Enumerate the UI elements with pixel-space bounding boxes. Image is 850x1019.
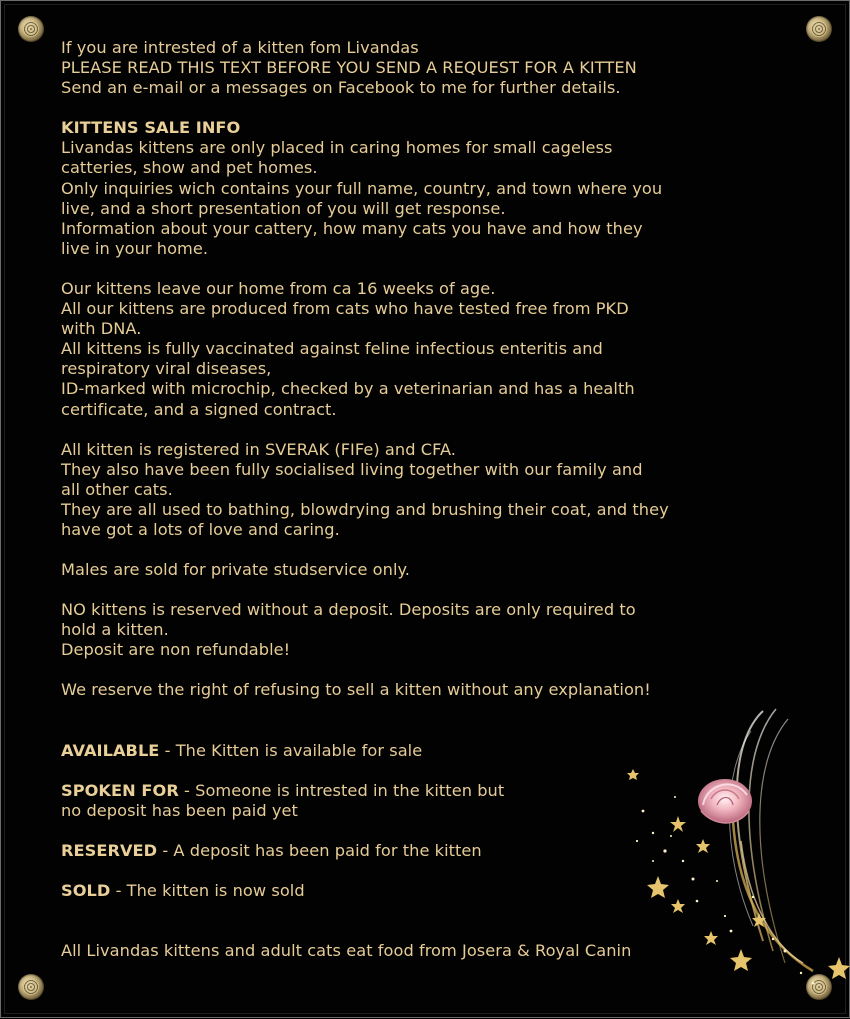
- status-term: SOLD: [61, 880, 111, 900]
- paragraph-line: Our kittens leave our home from ca 16 weeks of age.: [61, 278, 496, 298]
- status-term: AVAILABLE: [61, 740, 160, 760]
- paragraph-line: All kittens is fully vaccinated against feline infectious enteritis and: [61, 339, 603, 359]
- paragraph-line: Only inquiries wich contains your full name, country, and town where you: [61, 178, 663, 198]
- paragraph-line: All kitten is registered in SVERAK (FIFe) and CFA.: [61, 439, 456, 459]
- food-notice: All Livandas kittens and adult cats eat food from Josera & Royal Canin: [61, 941, 632, 960]
- intro-contact: Send an e-mail or a messages on Facebook to me for further details.: [61, 78, 621, 98]
- paragraph-line: live in your home.: [61, 238, 209, 258]
- section-heading: KITTENS SALE INFO: [61, 118, 241, 138]
- paragraph-line: catteries, show and pet homes.: [61, 158, 318, 178]
- paragraph-line: live, and a short presentation of you will get response.: [61, 198, 506, 218]
- paragraph-line: Livandas kittens are only placed in caring homes for small cageless: [61, 138, 613, 158]
- paragraph-line: Deposit are non refundable!: [61, 640, 291, 660]
- status-term: SPOKEN FOR: [61, 780, 179, 800]
- gold-rivet-icon: [18, 974, 44, 1000]
- gold-rivet-icon: [806, 16, 832, 42]
- paragraph-line: with DNA.: [61, 319, 142, 339]
- paragraph-line: NO kittens is reserved without a deposit. Deposits are only required to: [61, 600, 636, 620]
- paragraph-line: hold a kitten.: [61, 620, 169, 640]
- reserve-right-notice: We reserve the right of refusing to sell a kitten without any explanation!: [61, 680, 651, 700]
- intro-line: If you are intrested of a kitten fom Livandas: [61, 38, 419, 57]
- males-notice: Males are sold for private studservice only.: [61, 560, 411, 580]
- intro-warning: PLEASE READ THIS TEXT BEFORE YOU SEND A REQUEST FOR A KITTEN: [61, 58, 637, 78]
- status-description: - The kitten is now sold: [110, 880, 305, 900]
- status-description: - Someone is intrested in the kitten but: [178, 780, 505, 800]
- paragraph-line: certificate, and a signed contract.: [61, 399, 337, 419]
- paragraph-line: ID-marked with microchip, checked by a veterinarian and has a health: [61, 379, 635, 399]
- paragraph-line: All our kittens are produced from cats who have tested free from PKD: [61, 299, 629, 319]
- paragraph-line: respiratory viral diseases,: [61, 359, 272, 379]
- status-description-continued: no deposit has been paid yet: [61, 800, 298, 820]
- paragraph-line: have got a lots of love and caring.: [61, 519, 340, 539]
- status-description: - A deposit has been paid for the kitten: [157, 840, 482, 860]
- paragraph-line: Information about your cattery, how many cats you have and how they: [61, 218, 643, 238]
- pink-rose-sparkle-icon: [613, 701, 850, 1019]
- paragraph-line: They also have been fully socialised living together with our family and: [61, 459, 643, 479]
- gold-rivet-icon: [18, 16, 44, 42]
- status-description: - The Kitten is available for sale: [159, 740, 423, 760]
- status-term: RESERVED: [61, 840, 158, 860]
- paragraph-line: all other cats.: [61, 479, 173, 499]
- paragraph-line: They are all used to bathing, blowdrying and brushing their coat, and they: [61, 499, 669, 519]
